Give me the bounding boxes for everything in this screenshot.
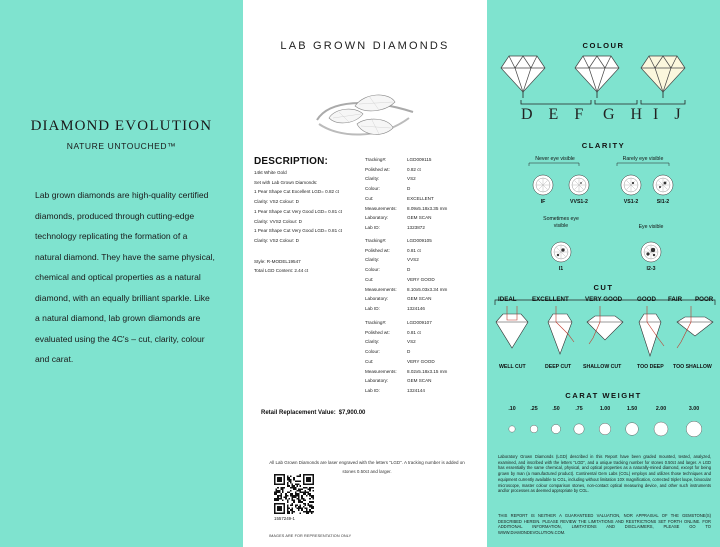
clarity-grade: VS1-2 xyxy=(623,199,639,205)
spec-row: Polished wt: 0.81 ct xyxy=(365,329,421,335)
description-list xyxy=(254,168,342,276)
cut-scale-label: FAIR xyxy=(668,296,683,303)
spec-row: Measurements: 8.09x5.18x3.35 mm xyxy=(365,205,448,211)
carat-value: .25 xyxy=(530,406,538,412)
colour-diamond-icons xyxy=(501,56,685,92)
certificate-panel xyxy=(243,0,487,547)
colour-grade-gh: G H xyxy=(603,106,649,123)
colour-title: COLOUR xyxy=(582,41,625,50)
spec-row: Measurements: 8.02x5.18x3.15 mm xyxy=(365,368,448,374)
replacement-amount: $7,900.00 xyxy=(338,410,366,416)
brand-panel xyxy=(0,0,243,547)
cut-type-label: WELL CUT xyxy=(499,364,526,370)
carat-title: CARAT WEIGHT xyxy=(565,391,642,400)
cut-diagram-icon xyxy=(677,306,713,348)
carat-value: 3.00 xyxy=(688,406,700,412)
brand-tagline: NATURE UNTOUCHED™ xyxy=(66,141,177,151)
cut-type-label: TOO DEEP xyxy=(637,364,664,370)
carat-circle xyxy=(509,426,515,432)
intro-paragraph: Lab grown diamonds are high-quality certified diamonds, produced through cutting-edge technology replicating the formation of a natural diamond. They have the same physical, chemical and optical properties as a natural diamond, with an equally brilliant sparkle. Like a natural diamond, lab grown diamonds are evaluated using the 4C's – cut, clarity, colour and carat. xyxy=(35,190,215,364)
cut-scale-label: EXCELLENT xyxy=(532,296,569,303)
spec-row: Laboratory: GEM SCAN xyxy=(365,378,432,384)
spec-row: Clarity: VS2 xyxy=(365,339,416,345)
carat-value: .50 xyxy=(552,406,560,412)
carat-circle xyxy=(686,421,702,437)
cut-scale-label: VERY GOOD xyxy=(585,296,623,303)
cut-scale-label: GOOD xyxy=(637,296,656,303)
clarity-loupe-icon xyxy=(533,175,553,195)
spec-row: Cut: VERY GOOD xyxy=(365,276,435,282)
spec-row: Colour: D xyxy=(365,267,411,273)
carat-value: 1.50 xyxy=(626,406,638,412)
carat-circle xyxy=(530,425,538,433)
brand-logo xyxy=(0,118,243,135)
clarity-group-label: Never eye visible xyxy=(535,156,575,162)
clarity-title: CLARITY xyxy=(581,141,626,150)
brand-word-evolution: EVOLUTION xyxy=(114,118,213,134)
diamond-icon xyxy=(641,56,685,92)
carat-circle xyxy=(654,422,668,436)
spec-row: Tracking#: LGD009115 xyxy=(365,157,432,162)
diamond-icon xyxy=(501,56,545,92)
carat-value: .10 xyxy=(508,406,516,412)
description-line: 14kt White Gold xyxy=(254,170,287,175)
replacement-label: Retail Replacement Value: xyxy=(261,410,336,416)
description-line: 1 Pear Shape Cut Very Good LGD= 0.81 ct xyxy=(254,228,342,234)
spec-row: Clarity: VS2 xyxy=(365,176,416,182)
clarity-group-label: Eye visible xyxy=(638,224,664,230)
spec-row: Polished wt: 0.81 ct xyxy=(365,247,421,253)
clarity-loupe-icon xyxy=(653,175,673,195)
spec-row: Clarity: VVS2 xyxy=(365,257,419,263)
carat-value: 2.00 xyxy=(655,406,667,412)
clarity-group-label: Sometimes eye visible xyxy=(543,216,579,229)
cut-scale-label: IDEAL xyxy=(498,296,517,303)
clarity-group-label: Rarely eye visible xyxy=(622,156,664,162)
qr-number: 1557249-1 xyxy=(274,516,295,521)
spec-block-2 xyxy=(365,236,477,314)
valuation-disclaimer: THIS REPORT IS NEITHER A GUARANTEED VALUATION, NOR APPRAISAL OF THE GEMSTONE(S) DESCRIBED HEREIN. PLEASE REVIEW THE LIMITATIONS AND RESTRICTIONS SET FORTH ONLINE. FOR ADDITIONAL INFORMATION, LIMITATIONS AND DISCLAIMERS, PLEASE GO TO WWW.DIAMONDEVOLUTION.COM. xyxy=(498,513,711,536)
colour-brackets xyxy=(521,92,685,104)
carat-circle xyxy=(551,424,560,433)
diamond-icon xyxy=(575,56,619,92)
description-line: 1 Pear Shape Cut Very Good LGD= 0.81 ct xyxy=(254,208,342,214)
colour-grade-def: D E F xyxy=(521,106,590,123)
clarity-loupe-icon xyxy=(551,242,571,262)
4cs-panel xyxy=(487,0,720,547)
cut-type-label: DEEP CUT xyxy=(545,364,572,370)
description-heading: DESCRIPTION: xyxy=(254,156,329,167)
spec-block-1 xyxy=(365,155,477,233)
replacement-value xyxy=(261,410,365,416)
spec-block-3 xyxy=(365,318,477,396)
cut-diagrams xyxy=(496,306,713,356)
description-line: 1 Pear Shape Cut Excellent LGD= 0.82 ct xyxy=(254,189,339,195)
cut-type-label: TOO SHALLOW xyxy=(673,364,712,370)
carat-value: .75 xyxy=(575,406,583,412)
spec-row: Laboratory: GEM SCAN xyxy=(365,296,432,302)
clarity-grade: VVS1-2 xyxy=(570,199,588,205)
description-line: Clarity: VS2 Colour: D xyxy=(254,237,299,243)
brand-word-diamond: DIAMOND xyxy=(30,118,115,134)
cut-scale-label: POOR xyxy=(695,296,714,303)
cut-diagram-icon xyxy=(639,306,664,356)
carat-circle xyxy=(574,424,584,434)
clarity-grade: I1 xyxy=(558,266,564,272)
spec-row: Tracking#: LGD009105 xyxy=(365,238,432,243)
clarity-grade: SI1-2 xyxy=(656,199,670,205)
image-disclaimer: IMAGES ARE FOR REPRESENTATION ONLY xyxy=(269,534,352,538)
description-line: Style: R-MODEL19547 xyxy=(254,258,301,264)
spec-row: Tracking#: LGD009107 xyxy=(365,320,432,325)
description-line: Clarity: VVS2 Colour: D xyxy=(254,218,302,224)
ring-image xyxy=(309,88,419,150)
colour-grade-ij: I J xyxy=(653,106,687,123)
spec-row: Colour: D xyxy=(365,186,411,192)
carat-circle xyxy=(599,423,611,435)
description-line: Set with Lab Grown Diamonds: xyxy=(254,179,318,185)
laser-engraving-note: All Lab Grown Diamonds are laser engraved with the letters "LGD". A tracking number is added on stones 0.50ct and larger. xyxy=(269,460,465,474)
spec-row: Lab ID: 1324144 xyxy=(365,387,425,393)
clarity-loupe-icon xyxy=(641,242,661,262)
spec-row: Measurements: 8.10x5.03x3.34 mm xyxy=(365,286,448,292)
certificate-title: LAB GROWN DIAMONDS xyxy=(280,40,450,52)
clarity-grade: IF xyxy=(540,199,546,205)
description-line xyxy=(254,246,342,257)
cut-type-label: SHALLOW CUT xyxy=(583,364,622,370)
lab-disclaimer: Laboratory Grown Diamonds (LGD) described in this Report have been graded mounted, tested, analyzed, examined, and inscribed with the letters "LGD", and a unique tracking number for stones 0.50ct and larger. A LGD has essentially the same chemical, physical, and optical properties as a naturally-mined diamond, except for being grown by man (a manufactured product). Continental Gem Labs (CGL) employs and utilizes those techniques and equipment currently available to CGL, including without limitation 10X magnification, corrected triplet loupe, binocular microscope, master colour comparison stones, non-contact optical measuring device, and other such instruments and/or processes as deemed appropriate by CGL. xyxy=(498,454,711,494)
clarity-loupe-icon xyxy=(569,175,589,195)
clarity-brackets xyxy=(529,163,669,166)
cut-title: CUT xyxy=(593,283,614,292)
spec-row: Lab ID: 1323872 xyxy=(365,224,425,230)
carat-circles xyxy=(509,421,702,437)
cut-diagram-icon xyxy=(587,306,623,344)
spec-row: Polished wt: 0.82 ct xyxy=(365,166,421,172)
carat-circle xyxy=(626,423,639,436)
carat-value: 1.00 xyxy=(599,406,611,412)
spec-row: Cut: VERY GOOD xyxy=(365,358,435,364)
spec-row: Lab ID: 1324146 xyxy=(365,305,425,311)
clarity-grade: I2-3 xyxy=(646,266,656,272)
description-line: Total LGD Content: 2.44 ct xyxy=(254,268,309,274)
spec-row: Cut: EXCELLENT xyxy=(365,195,434,201)
spec-row: Colour: D xyxy=(365,349,411,355)
cut-diagram-icon xyxy=(548,306,574,354)
clarity-loupe-icon xyxy=(621,175,641,195)
cut-diagram-icon xyxy=(496,306,528,348)
spec-row: Laboratory: GEM SCAN xyxy=(365,215,432,221)
description-line: Clarity: VS2 Colour: D xyxy=(254,199,299,205)
qr-code[interactable] xyxy=(274,474,314,514)
